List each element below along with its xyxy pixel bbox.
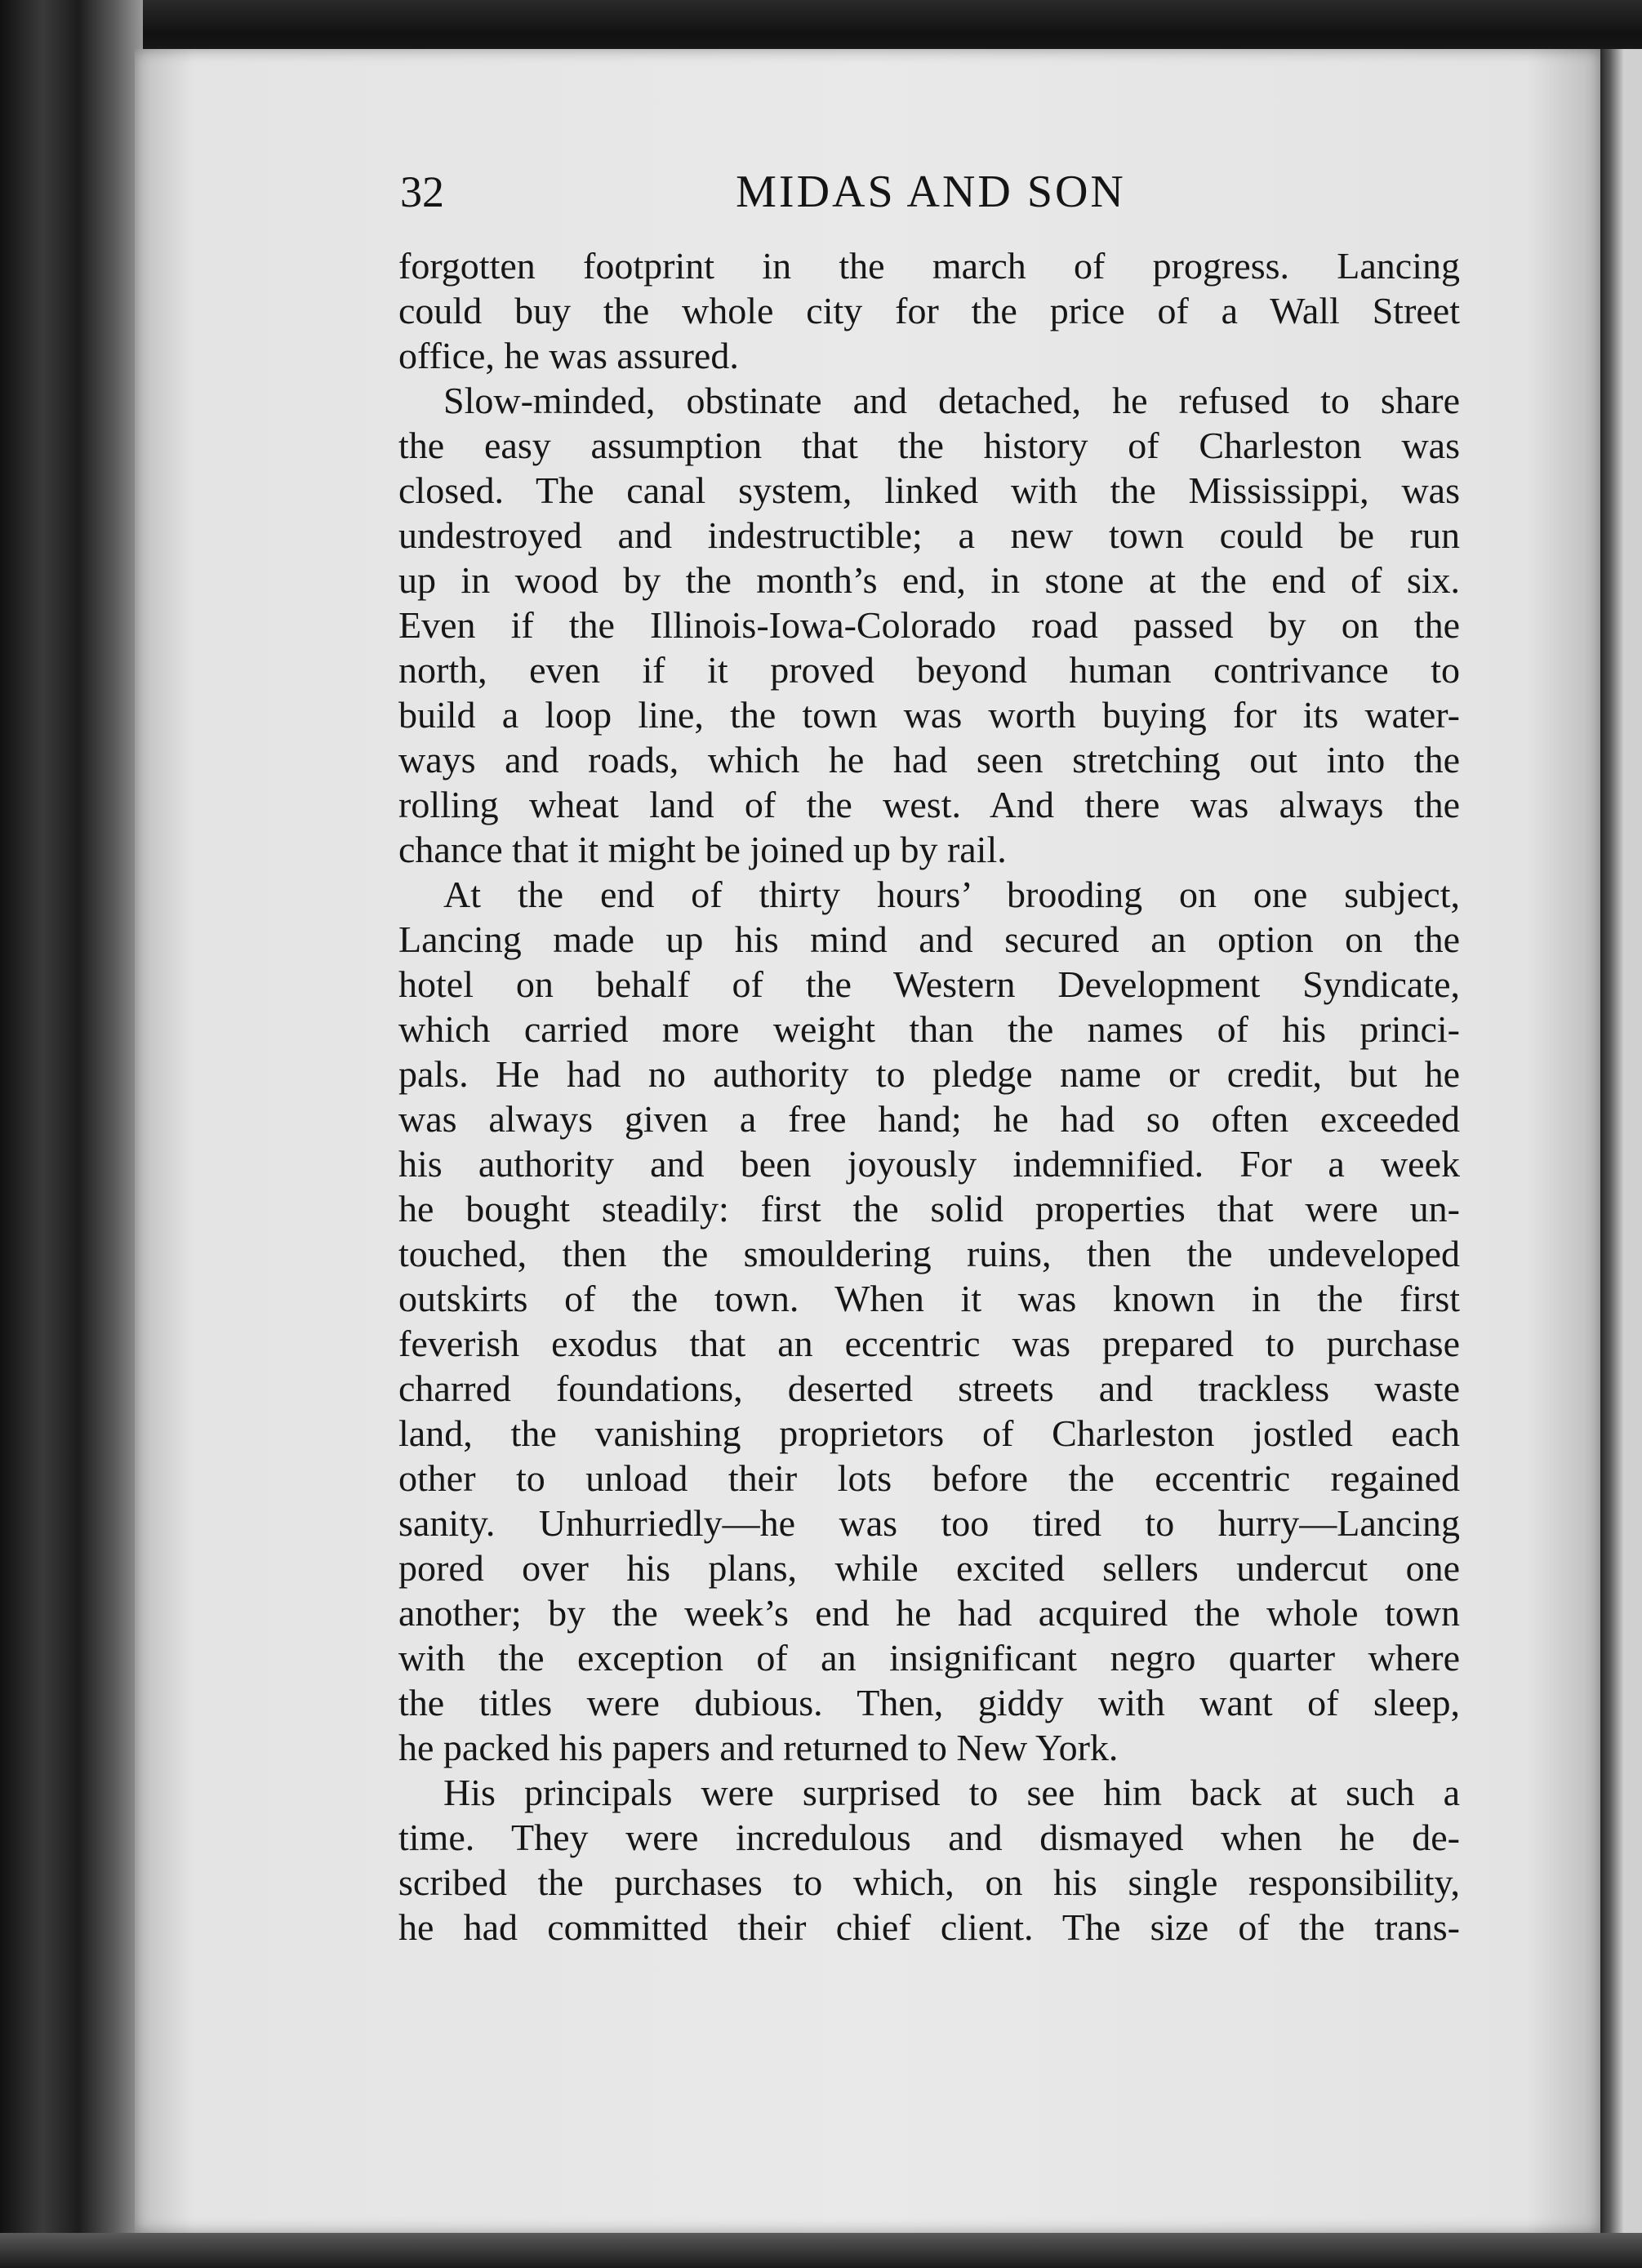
text-line: scribed the purchases to which, on his single responsibility, [398,1861,1460,1903]
book-spine-edge [0,0,143,2268]
paragraph [398,1770,1460,1950]
text-line: Lancing made up his mind and secured an option on the [398,918,1460,960]
text-line: Even if the Illinois-Iowa-Colorado road passed by on the [398,604,1460,646]
text-line: he packed his papers and returned to New York. [398,1727,1119,1768]
text-line: other to unload their lots before the eccentric regained [398,1457,1460,1499]
scan-bottom-border [0,2233,1642,2268]
page-right-edge [1596,49,1642,2268]
text-line: pored over his plans, while excited sellers undercut one [398,1547,1460,1589]
text-line: office, he was assured. [398,335,739,376]
page-header [400,163,1462,220]
text-line: feverish exodus that an eccentric was prepared to purchase [398,1323,1460,1364]
text-line: closed. The canal system, linked with the Mississippi, was [398,469,1460,511]
text-line: the easy assumption that the history of Charleston was [398,425,1460,466]
text-line: outskirts of the town. When it was known in the first [398,1278,1460,1319]
text-line: sanity. Unhurriedly—he was too tired to hurry—Lancing [398,1502,1460,1544]
text-line: the titles were dubious. Then, giddy with want of sleep, [398,1682,1460,1723]
text-line: was always given a free hand; he had so often exceeded [398,1098,1460,1140]
text-line: undestroyed and indestructible; a new town could be run [398,514,1460,556]
text-line: forgotten footprint in the march of progress. Lancing [398,245,1460,287]
text-line: pals. He had no authority to pledge name or credit, but he [398,1053,1460,1095]
text-line: north, even if it proved beyond human contrivance to [398,649,1460,691]
text-line: which carried more weight than the names of his princi- [398,1008,1460,1050]
text-line: with the exception of an insignificant negro quarter where [398,1637,1460,1679]
text-line: hotel on behalf of the Western Development Syndicate, [398,963,1460,1005]
paragraph [398,243,1460,378]
text-line: he had committed their chief client. The size of the trans- [398,1906,1460,1948]
running-head: MIDAS AND SON [736,167,1126,217]
text-line: touched, then the smouldering ruins, then the undeveloped [398,1233,1460,1274]
page-number: 32 [400,167,444,216]
text-line: rolling wheat land of the west. And there was always the [398,784,1460,825]
text-line: charred foundations, deserted streets and trackless waste [398,1367,1460,1409]
text-line: Slow-minded, obstinate and detached, he refused to share [443,380,1460,421]
text-line: ways and roads, which he had seen stretching out into the [398,739,1460,780]
text-line: chance that it might be joined up by rail. [398,829,1007,870]
text-line: his authority and been joyously indemnified. For a week [398,1143,1460,1185]
text-line: time. They were incredulous and dismayed when he de- [398,1817,1460,1858]
text-line: another; by the week’s end he had acquired the whole town [398,1592,1460,1634]
text-line: could buy the whole city for the price of a Wall Street [398,290,1460,331]
paragraph [398,872,1460,1770]
body-text [398,243,1460,1950]
text-line: build a loop line, the town was worth buying for its water- [398,694,1460,736]
text-line: At the end of thirty hours’ brooding on one subject, [443,874,1460,915]
text-line: His principals were surprised to see him back at such a [443,1772,1460,1813]
paragraph [398,378,1460,872]
text-line: he bought steadily: first the solid properties that were un- [398,1188,1460,1230]
text-line: land, the vanishing proprietors of Charleston jostled each [398,1412,1460,1454]
text-line: up in wood by the month’s end, in stone at the end of six. [398,559,1460,601]
